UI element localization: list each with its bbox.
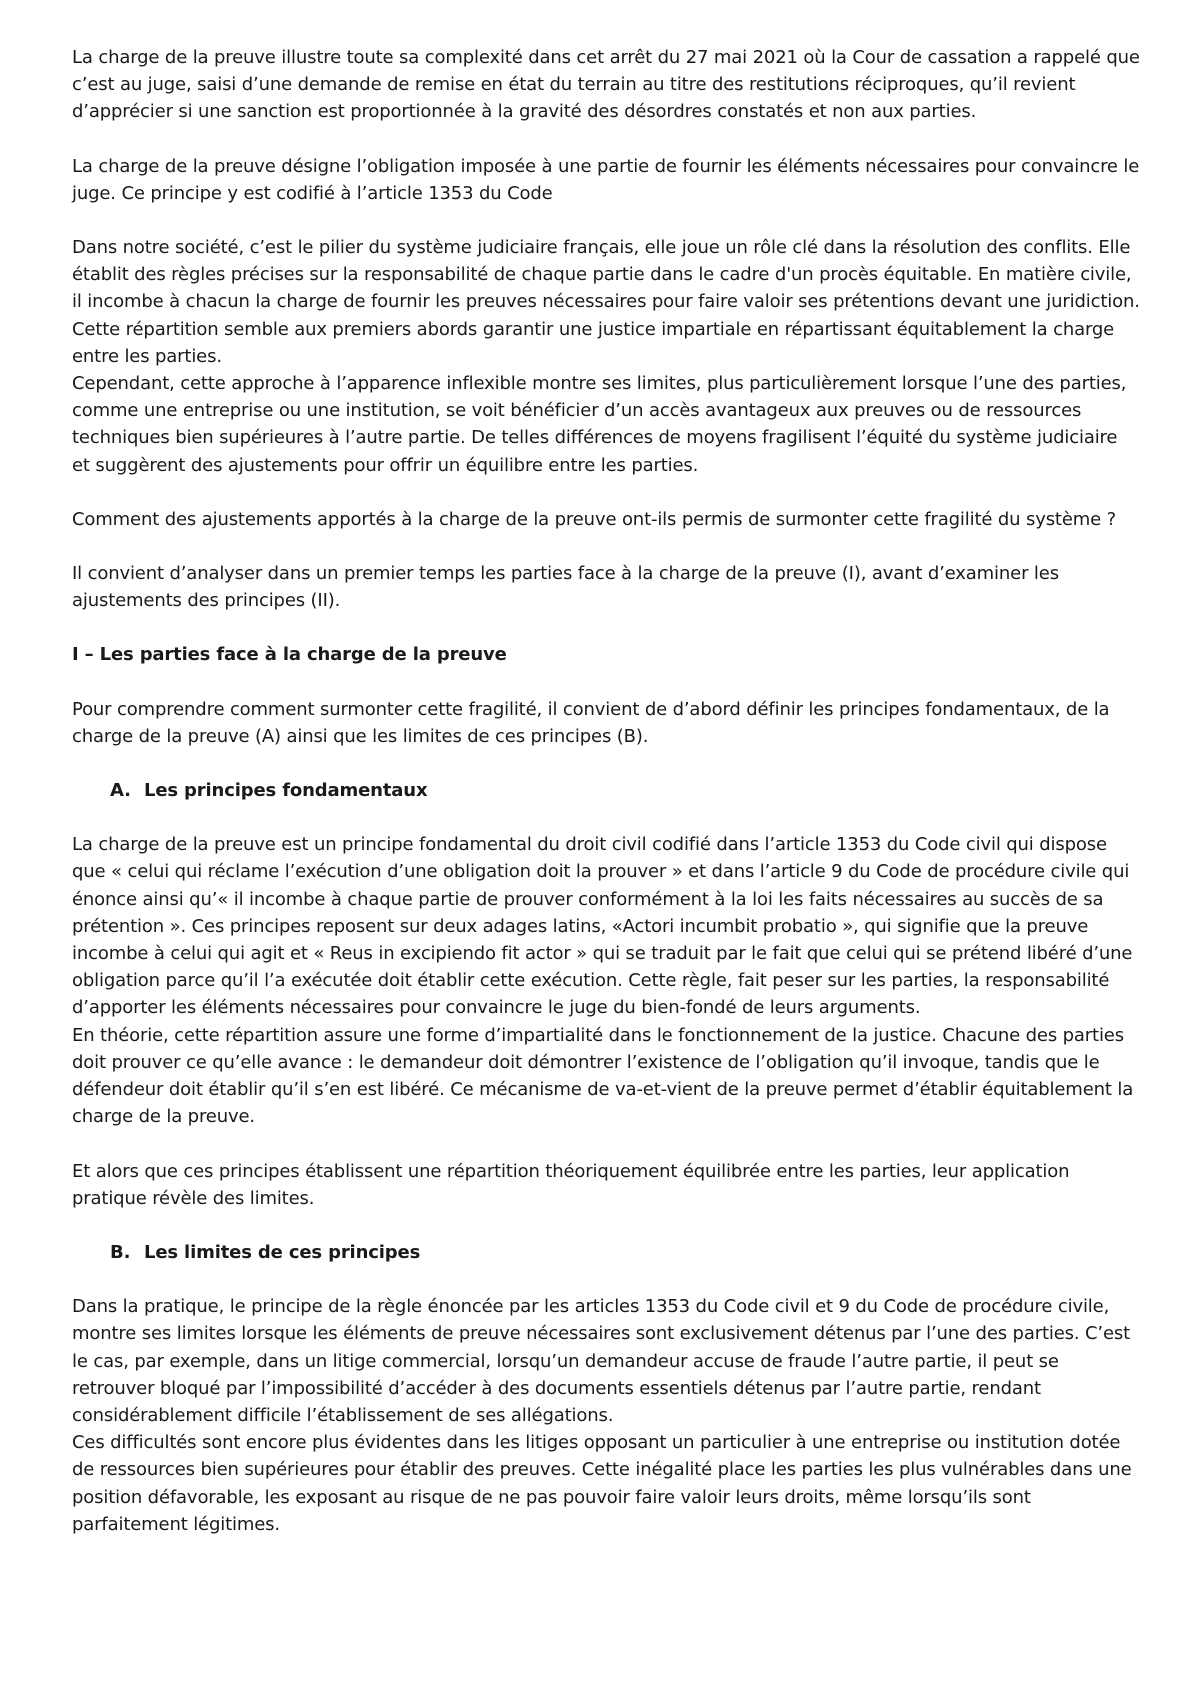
document-page: [72, 44, 1140, 1538]
subsection-heading-b: [72, 1239, 1140, 1266]
paragraph-transition: Et alors que ces principes établissent une répartition théoriquement équilibrée entre les parties, leur application pratique révèle des limites.: [72, 1160, 1070, 1209]
section-heading-1: I – Les parties face à la charge de la preuve: [72, 644, 507, 666]
paragraph-cependant: Cependant, cette approche à l’apparence inflexible montre ses limites, plus particulièrement lorsque l’une des parties, comme une entreprise ou une institution, se voit bénéficier d’un accès avantageux aux preuves ou de ressources techniques bien supérieures à l’autre partie. De telles différences de moyens fragilisent l’équité du système judiciaire et suggèrent des ajustements pour offrir un équilibre entre les parties.: [72, 373, 1127, 476]
paragraph-societe: Dans notre société, c’est le pilier du système judiciaire français, elle joue un rôle clé dans la résolution des conflits. Elle établit des règles précises sur la responsabilité de chaque partie dans le cadre d'un procès équitable. En matière civile, il incombe à chacun la charge de fournir les preuves nécessaires pour faire valoir ses prétentions devant une juridiction. Cette répartition semble aux premiers abords garantir une justice impartiale en répartissant équitablement la charge entre les parties.: [72, 237, 1140, 367]
paragraph-problematique: Comment des ajustements apportés à la charge de la preuve ont-ils permis de surmonter cette fragilité du système ?: [72, 508, 1117, 530]
paragraph-intro-arret: La charge de la preuve illustre toute sa complexité dans cet arrêt du 27 mai 2021 où la Cour de cassation a rappelé que c’est au juge, saisi d’une demande de remise en état du terrain au titre des restitutions réciproques, qu’il revient d’apprécier si une sanction est proportionnée à la gravité des désordres constatés et non aux parties.: [72, 47, 1140, 123]
subsection-letter-a: A.: [110, 780, 131, 802]
subsection-title-b: Les limites de ces principes: [144, 1241, 421, 1263]
paragraph-pratique: Dans la pratique, le principe de la règle énoncée par les articles 1353 du Code civil et 9 du Code de procédure civile, montre ses limites lorsque les éléments de preuve nécessaires sont exclusivement détenus par l’une des parties. C’est le cas, par exemple, dans un litige commercial, lorsqu’un demandeur accuse de fraude l’autre partie, il peut se retrouver bloqué par l’impossibilité d’accéder à des documents essentiels détenus par l’autre partie, rendant considérablement difficile l’établissement de ses allégations.: [72, 1296, 1131, 1426]
paragraph-definition: La charge de la preuve désigne l’obligation imposée à une partie de fournir les éléments nécessaires pour convaincre le juge. Ce principe y est codifié à l’article 1353 du Code: [72, 155, 1140, 204]
paragraph-chapeau-section-1: Pour comprendre comment surmonter cette fragilité, il convient de d’abord définir les principes fondamentaux, de la charge de la preuve (A) ainsi que les limites de ces principes (B).: [72, 698, 1110, 747]
subsection-heading-a: [72, 777, 1140, 804]
paragraph-annonce-plan: Il convient d’analyser dans un premier temps les parties face à la charge de la preuve (I), avant d’examiner les ajustements des principes (II).: [72, 563, 1059, 612]
paragraph-principe-fondamental: La charge de la preuve est un principe fondamental du droit civil codifié dans l’article 1353 du Code civil qui dispose que « celui qui réclame l’exécution d’une obligation doit la prouver » et dans l’article 9 du Code de procédure civile qui énonce ainsi qu’« il incombe à chaque partie de prouver conformément à la loi les faits nécessaires au succès de sa prétention ». Ces principes reposent sur deux adages latins, «Actori incumbit probatio », qui signifie que la preuve incombe à celui qui agit et « Reus in excipiendo fit actor » qui se traduit par le fait que celui qui se prétend libéré d’une obligation parce qu’il l’a exécutée doit établir cette exécution. Cette règle, fait peser sur les parties, la responsabilité d’apporter les éléments nécessaires pour convaincre le juge du bien-fondé de leurs arguments.: [72, 834, 1133, 1019]
paragraph-difficultes: Ces difficultés sont encore plus évidentes dans les litiges opposant un particulier à une entreprise ou institution dotée de ressources bien supérieures pour établir des preuves. Cette inégalité place les parties les plus vulnérables dans une position défavorable, les exposant au risque de ne pas pouvoir faire valoir leurs droits, même lorsqu’ils sont parfaitement légitimes.: [72, 1432, 1132, 1535]
subsection-title-a: Les principes fondamentaux: [144, 780, 428, 802]
paragraph-en-theorie: En théorie, cette répartition assure une forme d’impartialité dans le fonctionnement de la justice. Chacune des parties doit prouver ce qu’elle avance : le demandeur doit démontrer l’existence de l’obligation qu’il invoque, tandis que le défendeur doit établir qu’il s’en est libéré. Ce mécanisme de va-et-vient de la preuve permet d’établir équitablement la charge de la preuve.: [72, 1024, 1134, 1128]
subsection-letter-b: B.: [110, 1241, 131, 1263]
